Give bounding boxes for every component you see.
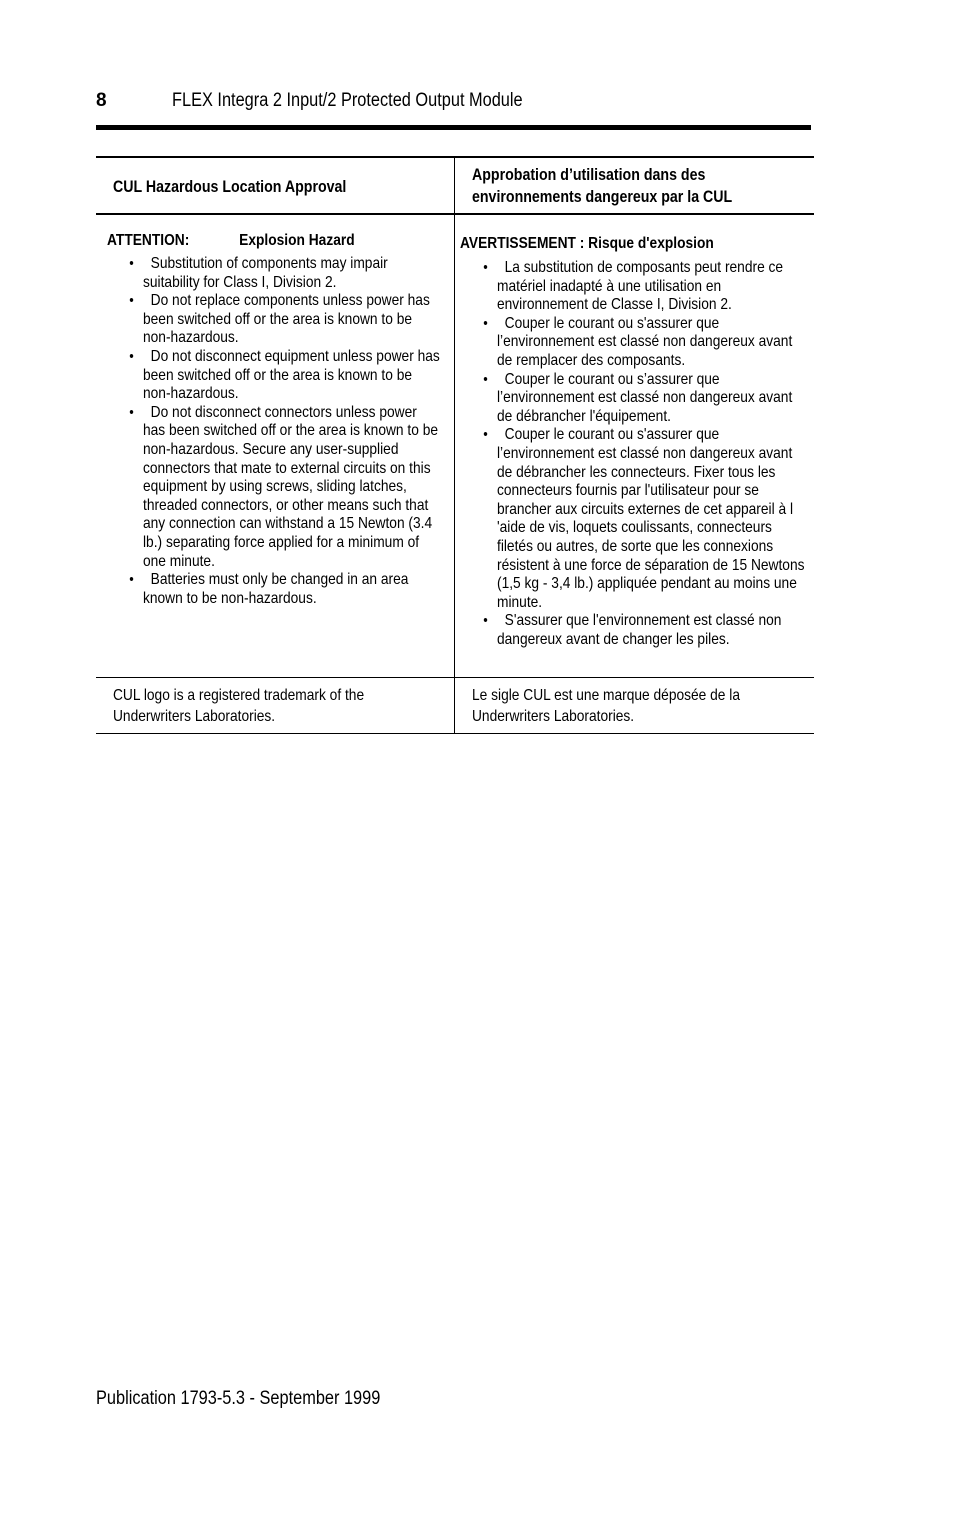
header-french: Approbation d’utilisation dans des environnements dangereux par la CUL [472,166,733,206]
bullet-icon: • [129,347,134,365]
page-number: 8 [96,90,107,111]
footnote-cell-french [455,678,814,733]
warning-english-bullet-item [129,403,442,571]
warning-english-bullet-item [129,292,442,348]
warning-heading-english [107,232,355,250]
bullet-icon: • [129,571,134,589]
bullet-icon: • [129,292,134,310]
footnote-english: CUL logo is a registered trademark of the Underwriters Laboratories. [113,687,365,725]
warning-french-bullet-item [483,259,808,315]
warning-english-bullet-item [129,347,442,404]
warning-english-bullet-text: Do not disconnect connectors unless power has been switched off or the area is known to be non-hazardous. Secure any user-supplied connectors that mate to external circuits on this equipment by using screws, sliding latches, threaded connectors, or other means such that any connection can withstand a 15 Newton (3.4 lb.) separating force applied for a minimum of one minute. [143,403,439,570]
warning-cell-french [455,215,814,677]
header-english: CUL Hazardous Location Approval [113,178,347,196]
header-cell-french [455,158,814,213]
warning-french-bullet-item [483,426,808,612]
approval-table [96,156,814,734]
footnote-french: Le sigle CUL est une marque déposée de la Underwriters Laboratories. [472,687,740,725]
bullet-icon: • [483,259,488,276]
warning-english-bullet-item [129,255,442,292]
warning-french-bullet-item [483,370,808,427]
bullet-icon: • [129,255,134,272]
warning-french-bullet-text: La substitution de composants peut rendre ce matériel inadapté à une utilisation en environnement de Classe I, Division 2. [497,259,784,314]
bullet-icon: • [483,314,488,332]
warning-english-bullet-text: Substitution of components may impair suitability for Class I, Division 2. [143,255,388,291]
bullet-icon: • [483,370,488,388]
bullet-icon: • [483,612,488,630]
attention-label: ATTENTION: [107,232,190,249]
document-title: FLEX Integra 2 Input/2 Protected Output Module [172,90,523,111]
warning-french-bullet-text: Couper le courant ou s'assurer que l’environnement est classé non dangereux avant de débrancher les connecteurs. Fixer tous les connecteurs fournis par l'utilisateur pour se brancher aux circuits externes de cet appareil à l 'aide de vis, loquets coulissants, connecteurs filetés ou autres, de sorte que les connexions résistent à une force de séparation de 15 Newtons (1,5 kg - 3,4 lb.) appliquée pendant au moins une minute. [497,426,805,611]
warning-english-bullet-text: Do not disconnect equipment unless power has been switched off or the area is known to be non-hazardous. [143,347,440,403]
warning-french-bullet-text: S'assurer que l'environnement est classé non dangereux avant de changer les piles. [497,612,782,648]
footnote-cell-english [96,678,455,733]
warning-english-bullet-text: Batteries must only be changed in an area known to be non-hazardous. [143,571,409,607]
warning-english-bullet-item [129,571,442,608]
table-header-row [96,158,814,215]
page-header [96,90,810,114]
bullet-icon: • [483,426,488,444]
warning-list-english [129,255,442,608]
warning-english-bullet-text: Do not replace components unless power has been switched off or the area is known to be non-hazardous. [143,292,430,347]
header-cell-english [96,158,455,213]
warning-heading-french: AVERTISSEMENT : Risque d'explosion [460,235,714,252]
publication-footer: Publication 1793-5.3 - September 1999 [96,1388,381,1409]
warning-french-bullet-item [483,612,808,649]
warning-list-french [483,259,808,649]
bullet-icon: • [129,403,134,421]
warning-cell-english [96,215,455,677]
warning-french-bullet-text: Couper le courant ou s’assurer que l’environnement est classé non dangereux avant de débrancher l'équipement. [497,370,793,425]
warning-french-bullet-item [483,314,808,371]
header-rule [96,125,811,130]
table-footnote-row [96,678,814,733]
explosion-hazard-title: Explosion Hazard [239,232,355,249]
table-warning-row [96,215,814,678]
warning-french-bullet-text: Couper le courant ou s'assurer que l’environnement est classé non dangereux avant de remplacer des composants. [497,314,793,369]
